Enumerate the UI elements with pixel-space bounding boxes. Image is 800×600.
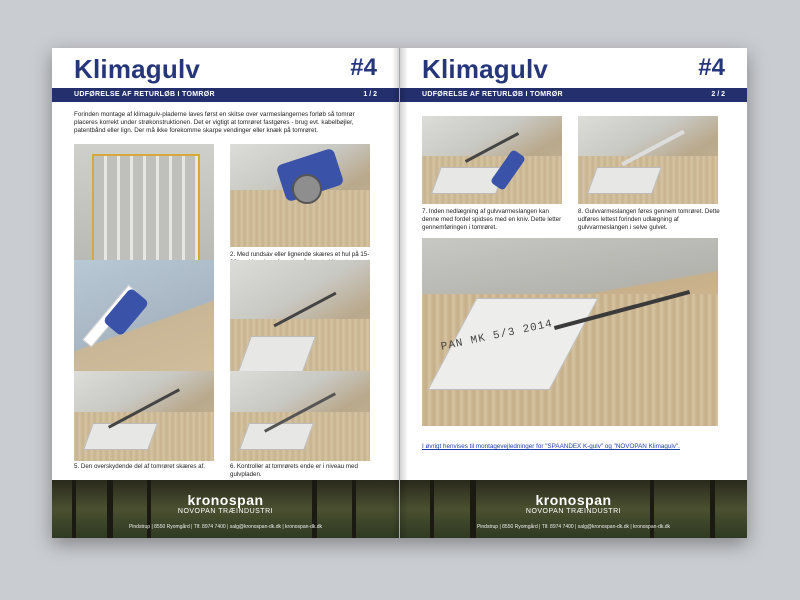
step-photo-5 bbox=[74, 371, 214, 461]
step-caption-7: 7. Inden nedlægning af gulvvarmeslangen kan denne med fordel spidses med en kniv. Dette letter gennemføringen i tomrøret. bbox=[422, 208, 562, 231]
section-band bbox=[52, 88, 399, 102]
step-caption-2: 2. Med rundsav eller lignende skæres et hul på 15- bbox=[230, 251, 370, 258]
page-number-badge: #4 bbox=[698, 54, 725, 81]
section-title: UDFØRELSE AF RETURLØB I TOMRØR bbox=[74, 91, 215, 98]
step-photo-1 bbox=[74, 144, 214, 276]
board-stamp: PAN MK 5/3 2014 bbox=[439, 318, 555, 354]
novopan-label: NOVOPAN TRÆINDUSTRI bbox=[525, 508, 622, 515]
step-photo-6 bbox=[230, 371, 370, 461]
step-caption-6: 6. Kontroller at tomrørets ende er i niveau med gulvpladen. bbox=[230, 463, 358, 478]
step-caption-8: 8. Gulvvarmeslangen føres gennem tomrøret. Dette udføres lettest forinden udlægning af gulvvarmeslangen i selve gulvet. bbox=[578, 208, 720, 231]
step-photo-8 bbox=[578, 116, 718, 204]
section-page: 1 / 2 bbox=[363, 91, 377, 98]
page-number-badge: #4 bbox=[350, 54, 377, 81]
section-band bbox=[400, 88, 747, 102]
step-photo-7 bbox=[422, 116, 562, 204]
section-title: UDFØRELSE AF RETURLØB I TOMRØR bbox=[422, 91, 563, 98]
reference-link[interactable]: I øvrigt henvises til montagevejledninger for "SPAANDEX K-gulv" og "NOVOPAN Klimagulv". bbox=[422, 443, 680, 450]
page-title: Klimagulv bbox=[422, 54, 549, 84]
kronospan-logo: kronospan bbox=[535, 492, 612, 508]
section-page: 2 / 2 bbox=[711, 91, 725, 98]
contact-line: Pindstrup | 8550 Ryomgård | Tlf. 8974 7400 | salg@kronospan-dk.dk | kronospan-dk.dk bbox=[128, 524, 323, 530]
kronospan-logo: kronospan bbox=[187, 492, 264, 508]
novopan-label: NOVOPAN TRÆINDUSTRI bbox=[177, 508, 274, 515]
forest-footer bbox=[52, 480, 399, 538]
forest-footer bbox=[400, 480, 747, 538]
right-page bbox=[400, 48, 747, 538]
intro-text: Forinden montage af klimagulv-pladerne laves først en skitse over varmeslangernes forløb så tomrør placeres korrekt under strøkonstruktionen. Det er vigtigt at tomrøret fastgøres - brug evt. kabelbøjler, patentbånd eller lign. Der må ikke forekomme skarpe vendinger eller knæk på tomrøret. bbox=[74, 111, 355, 134]
detail-photo bbox=[422, 238, 718, 426]
brochure-spread bbox=[52, 48, 747, 538]
step-caption-5: 5. Den overskydende del af tomrøret skæres af. bbox=[74, 463, 206, 470]
spine-shadow bbox=[392, 48, 408, 538]
left-page bbox=[52, 48, 399, 538]
contact-line: Pindstrup | 8550 Ryomgård | Tlf. 8974 7400 | salg@kronospan-dk.dk | kronospan-dk.dk bbox=[476, 524, 671, 530]
step-photo-2 bbox=[230, 144, 370, 247]
page-title: Klimagulv bbox=[74, 54, 201, 84]
